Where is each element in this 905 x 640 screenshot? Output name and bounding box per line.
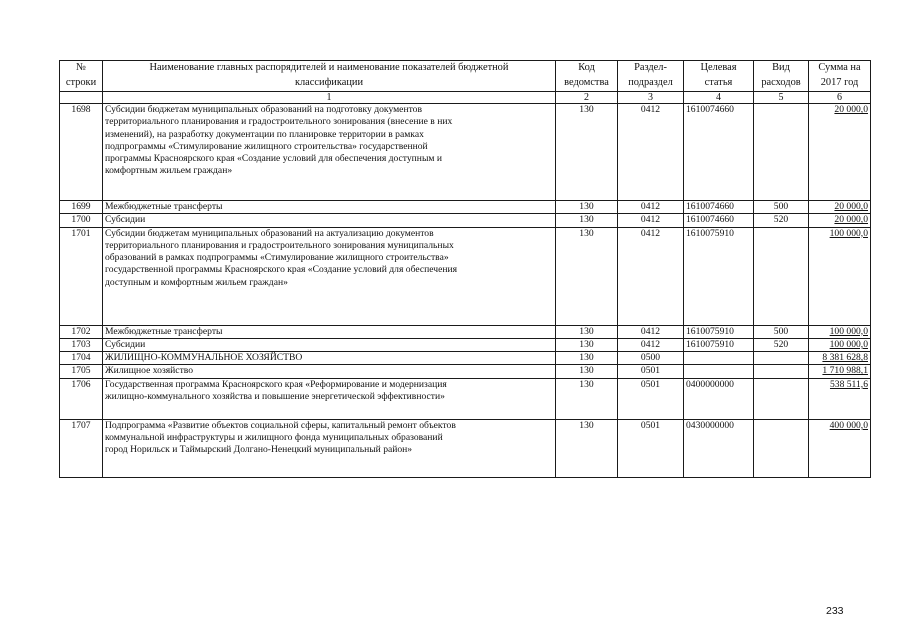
expense-type-cell bbox=[754, 227, 809, 325]
table-row bbox=[60, 325, 871, 338]
dept-code-cell: 130 bbox=[556, 227, 618, 325]
sum-cell bbox=[809, 214, 871, 227]
row-number-cell: 1701 bbox=[60, 227, 103, 325]
expense-type-cell: 500 bbox=[754, 201, 809, 214]
section-cell: 0412 bbox=[618, 338, 684, 351]
sum-value: 20 000,0 bbox=[834, 214, 868, 226]
row-number-cell: 1699 bbox=[60, 201, 103, 214]
row-name-cell bbox=[103, 352, 556, 365]
document-page bbox=[59, 60, 870, 478]
expense-type-cell bbox=[754, 104, 809, 201]
target-article-cell: 1610074660 bbox=[684, 104, 754, 201]
row-number-cell: 1704 bbox=[60, 352, 103, 365]
header-text: подраздел bbox=[628, 76, 673, 88]
section-cell: 0501 bbox=[618, 378, 684, 419]
section-cell: 0412 bbox=[618, 214, 684, 227]
header-text: № bbox=[76, 62, 86, 73]
header-text: Целевая bbox=[700, 62, 737, 73]
expense-type-cell: 500 bbox=[754, 325, 809, 338]
sum-cell bbox=[809, 419, 871, 477]
row-name-line: территориального планирования и градостроительного зонирования (внесение в них bbox=[105, 116, 453, 128]
row-name-cell bbox=[103, 104, 556, 201]
row-name-line: Субсидии bbox=[105, 338, 146, 350]
header-text: классификации bbox=[294, 76, 364, 88]
table-row bbox=[60, 352, 871, 365]
index-cell: 4 bbox=[684, 92, 754, 104]
row-name-line: Государственная программа Красноярского края «Реформирование и модернизация bbox=[105, 378, 447, 390]
expense-type-cell bbox=[754, 378, 809, 419]
column-index-row bbox=[60, 92, 871, 104]
section-cell: 0500 bbox=[618, 352, 684, 365]
row-number-cell: 1706 bbox=[60, 378, 103, 419]
section-cell: 0501 bbox=[618, 365, 684, 378]
header-sum bbox=[809, 61, 871, 92]
table-header-row bbox=[60, 61, 871, 92]
dept-code-cell: 130 bbox=[556, 338, 618, 351]
target-article-cell: 0400000000 bbox=[684, 378, 754, 419]
row-name-cell bbox=[103, 338, 556, 351]
sum-value: 8 381 628,8 bbox=[822, 352, 868, 364]
target-article-cell: 1610074660 bbox=[684, 214, 754, 227]
header-text: Раздел- bbox=[634, 62, 667, 73]
budget-table bbox=[59, 60, 871, 478]
dept-code-cell: 130 bbox=[556, 352, 618, 365]
sum-cell bbox=[809, 378, 871, 419]
section-cell: 0412 bbox=[618, 227, 684, 325]
table-row bbox=[60, 338, 871, 351]
row-name-line: государственной программы Красноярского края «Создание условий для обеспечения bbox=[105, 264, 458, 276]
header-text: Код bbox=[578, 62, 595, 73]
row-number-cell: 1703 bbox=[60, 338, 103, 351]
index-cell: 1 bbox=[103, 92, 556, 104]
table-row bbox=[60, 201, 871, 214]
dept-code-cell: 130 bbox=[556, 419, 618, 477]
dept-code-cell: 130 bbox=[556, 378, 618, 419]
section-cell: 0501 bbox=[618, 419, 684, 477]
header-text: Наименование главных распорядителей и наименование показателей бюджетной bbox=[149, 62, 509, 73]
row-name-cell bbox=[103, 419, 556, 477]
table-row bbox=[60, 104, 871, 201]
row-name-line: комфортным жильем граждан» bbox=[105, 165, 233, 177]
header-row-number bbox=[60, 61, 103, 92]
row-name-line: Жилищное хозяйство bbox=[105, 365, 194, 377]
header-text: Сумма на bbox=[818, 62, 861, 73]
row-name-cell bbox=[103, 325, 556, 338]
target-article-cell bbox=[684, 352, 754, 365]
section-cell: 0412 bbox=[618, 325, 684, 338]
header-dept-code bbox=[556, 61, 618, 92]
row-name-line: ЖИЛИЩНО-КОММУНАЛЬНОЕ ХОЗЯЙСТВО bbox=[105, 352, 303, 364]
sum-cell bbox=[809, 201, 871, 214]
header-text: статья bbox=[704, 76, 733, 88]
header-text: расходов bbox=[761, 76, 801, 88]
sum-value: 100 000,0 bbox=[829, 325, 868, 337]
header-name bbox=[103, 61, 556, 92]
row-name-line: изменений), на разработку документации по планировке территории в рамках bbox=[105, 128, 424, 140]
row-name-line: образований в рамках подпрограммы «Стимулирование жилищного строительства» bbox=[105, 252, 449, 264]
dept-code-cell: 130 bbox=[556, 365, 618, 378]
row-name-cell bbox=[103, 201, 556, 214]
expense-type-cell: 520 bbox=[754, 338, 809, 351]
row-number-cell: 1698 bbox=[60, 104, 103, 201]
page-number: 233 bbox=[826, 605, 844, 617]
sum-value: 20 000,0 bbox=[834, 104, 868, 115]
target-article-cell: 0430000000 bbox=[684, 419, 754, 477]
row-number-cell: 1707 bbox=[60, 419, 103, 477]
row-name-line: Межбюджетные трансферты bbox=[105, 325, 223, 337]
sum-value: 538 511,6 bbox=[829, 378, 868, 390]
index-cell: 5 bbox=[754, 92, 809, 104]
dept-code-cell: 130 bbox=[556, 214, 618, 227]
row-number-cell: 1700 bbox=[60, 214, 103, 227]
row-name-cell bbox=[103, 365, 556, 378]
dept-code-cell: 130 bbox=[556, 104, 618, 201]
sum-value: 400 000,0 bbox=[829, 419, 868, 431]
expense-type-cell bbox=[754, 365, 809, 378]
row-name-line: программы Красноярского края «Создание условий для обеспечения доступным и bbox=[105, 153, 442, 165]
row-name-line: коммунальной инфраструктуры и жилищного фонда муниципальных образований bbox=[105, 432, 443, 444]
row-name-line: Субсидии bbox=[105, 214, 146, 226]
sum-value: 100 000,0 bbox=[829, 227, 868, 239]
expense-type-cell: 520 bbox=[754, 214, 809, 227]
row-name-cell bbox=[103, 378, 556, 419]
header-text: строки bbox=[65, 76, 97, 88]
expense-type-cell bbox=[754, 419, 809, 477]
row-name-line: город Норильск и Таймырский Долгано-Ненецкий муниципальный район» bbox=[105, 444, 413, 456]
header-expense-type bbox=[754, 61, 809, 92]
index-cell: 2 bbox=[556, 92, 618, 104]
index-cell: 6 bbox=[809, 92, 871, 104]
target-article-cell bbox=[684, 365, 754, 378]
sum-cell bbox=[809, 104, 871, 201]
row-name-line: Субсидии бюджетам муниципальных образований на подготовку документов bbox=[105, 104, 422, 115]
sum-value: 100 000,0 bbox=[829, 338, 868, 350]
table-row bbox=[60, 227, 871, 325]
row-name-line: Субсидии бюджетам муниципальных образований на актуализацию документов bbox=[105, 227, 434, 239]
row-name-line: Межбюджетные трансферты bbox=[105, 201, 223, 212]
table-row bbox=[60, 214, 871, 227]
row-name-line: доступным и комфортным жильем граждан» bbox=[105, 276, 288, 288]
section-cell: 0412 bbox=[618, 104, 684, 201]
sum-cell bbox=[809, 325, 871, 338]
sum-cell bbox=[809, 338, 871, 351]
table-row bbox=[60, 378, 871, 419]
row-name-cell bbox=[103, 214, 556, 227]
target-article-cell: 1610075910 bbox=[684, 338, 754, 351]
sum-value: 20 000,0 bbox=[834, 201, 868, 212]
row-number-cell: 1702 bbox=[60, 325, 103, 338]
expense-type-cell bbox=[754, 352, 809, 365]
row-name-cell bbox=[103, 227, 556, 325]
table-row bbox=[60, 365, 871, 378]
table-row bbox=[60, 419, 871, 477]
sum-value: 1 710 988,1 bbox=[822, 365, 868, 377]
header-section bbox=[618, 61, 684, 92]
dept-code-cell: 130 bbox=[556, 325, 618, 338]
header-text: ведомства bbox=[564, 76, 609, 88]
target-article-cell: 1610075910 bbox=[684, 325, 754, 338]
index-cell bbox=[60, 92, 103, 104]
sum-cell bbox=[809, 352, 871, 365]
dept-code-cell: 130 bbox=[556, 201, 618, 214]
section-cell: 0412 bbox=[618, 201, 684, 214]
header-target-article bbox=[684, 61, 754, 92]
target-article-cell: 1610075910 bbox=[684, 227, 754, 325]
row-name-line: жилищно-коммунального хозяйства и повышение энергетической эффективности» bbox=[105, 391, 445, 403]
row-number-cell: 1705 bbox=[60, 365, 103, 378]
header-text: Вид bbox=[772, 62, 790, 73]
header-text: 2017 год bbox=[820, 76, 859, 88]
row-name-line: Подпрограмма «Развитие объектов социальной сферы, капитальный ремонт объектов bbox=[105, 419, 456, 431]
sum-cell bbox=[809, 227, 871, 325]
target-article-cell: 1610074660 bbox=[684, 201, 754, 214]
index-cell: 3 bbox=[618, 92, 684, 104]
row-name-line: подпрограммы «Стимулирование жилищного строительства» государственной bbox=[105, 140, 428, 152]
row-name-line: территориального планирования и градостроительного зонирования муниципальных bbox=[105, 239, 454, 251]
sum-cell bbox=[809, 365, 871, 378]
